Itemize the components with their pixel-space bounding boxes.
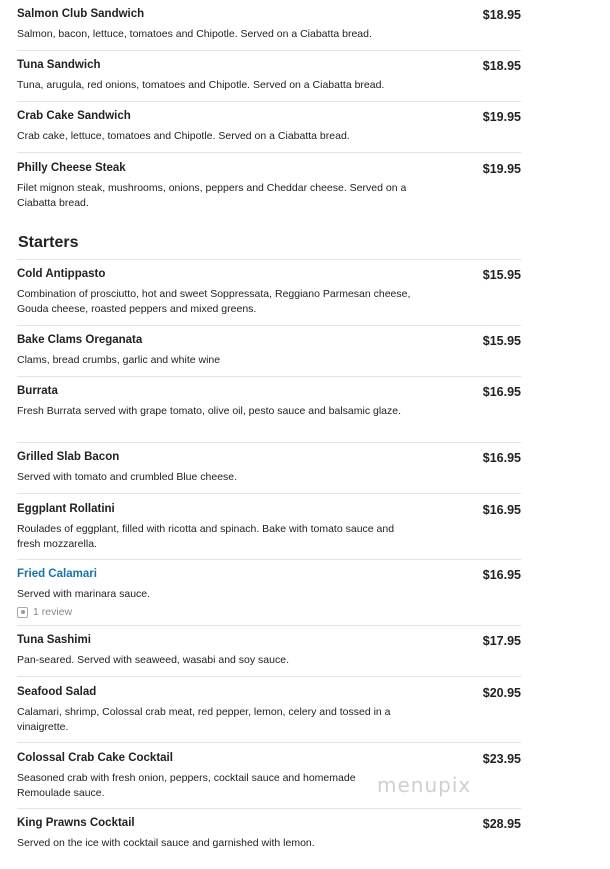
item-name: Colossal Crab Cake Cocktail (17, 752, 173, 764)
item-description: Served with tomato and crumbled Blue cheese. (17, 471, 238, 483)
item-name: Salmon Club Sandwich (17, 8, 145, 20)
review-count: 1 review (33, 606, 73, 618)
item-name: Bake Clams Oreganata (17, 334, 143, 346)
item-price: $16.95 (482, 568, 521, 582)
item-price: $15.95 (482, 334, 521, 348)
watermark-logo: menupix (377, 773, 472, 797)
divider (17, 676, 521, 677)
item-description: Filet mignon steak, mushrooms, onions, peppers and Cheddar cheese. Served on a Ciabatta bread. (17, 182, 407, 209)
item-name: Philly Cheese Steak (17, 162, 126, 174)
divider (17, 742, 521, 743)
item-name: Grilled Slab Bacon (17, 451, 120, 463)
divider (17, 50, 521, 51)
item-name: Tuna Sashimi (17, 634, 91, 646)
item-name: Eggplant Rollatini (17, 503, 115, 515)
item-description: Clams, bread crumbs, garlic and white wine (17, 354, 221, 366)
item-description: Combination of prosciutto, hot and sweet Soppressata, Reggiano Parmesan cheese, Gouda cheese, roasted peppers and mixed greens. (17, 288, 411, 315)
item-price: $19.95 (482, 110, 521, 124)
item-name: Tuna Sandwich (17, 59, 101, 71)
divider (17, 376, 521, 377)
item-name: Seafood Salad (17, 686, 97, 698)
item-description: Fresh Burrata served with grape tomato, olive oil, pesto sauce and balsamic glaze. (17, 405, 402, 417)
item-description: Pan-seared. Served with seaweed, wasabi and soy sauce. (17, 654, 289, 666)
review-icon (17, 607, 28, 618)
item-description: Seasoned crab with fresh onion, peppers, cocktail sauce and homemade Remoulade sauce. (17, 772, 356, 799)
divider (17, 259, 521, 260)
item-name-link[interactable]: Fried Calamari (17, 568, 97, 580)
item-name: Burrata (17, 385, 58, 397)
item-description: Crab cake, lettuce, tomatoes and Chipotle. Served on a Ciabatta bread. (17, 130, 350, 142)
item-price: $19.95 (482, 162, 521, 176)
divider (17, 152, 521, 153)
item-price: $18.95 (482, 8, 521, 22)
item-price: $16.95 (482, 451, 521, 465)
item-price: $18.95 (482, 59, 521, 73)
item-price: $15.95 (482, 268, 521, 282)
item-description: Served on the ice with cocktail sauce and garnished with lemon. (17, 837, 315, 849)
item-price: $17.95 (482, 634, 521, 648)
item-name: Crab Cake Sandwich (17, 110, 131, 122)
item-description: Tuna, arugula, red onions, tomatoes and Chipotle. Served on a Ciabatta bread. (17, 79, 385, 91)
item-name: Cold Antippasto (17, 268, 106, 280)
item-description: Salmon, bacon, lettuce, tomatoes and Chipotle. Served on a Ciabatta bread. (17, 28, 372, 40)
review-link[interactable] (17, 606, 72, 618)
item-description: Calamari, shrimp, Colossal crab meat, red pepper, lemon, celery and tossed in a vinaigrette. (17, 706, 391, 733)
item-name: King Prawns Cocktail (17, 817, 135, 829)
item-price: $20.95 (482, 686, 521, 700)
section-title-starters: Starters (18, 234, 79, 251)
item-price: $16.95 (482, 503, 521, 517)
divider (17, 808, 521, 809)
item-description: Roulades of eggplant, filled with ricotta and spinach. Bake with tomato sauce and fresh mozzarella. (17, 523, 395, 550)
divider (17, 559, 521, 560)
divider (17, 101, 521, 102)
divider (17, 325, 521, 326)
divider (17, 493, 521, 494)
divider (17, 625, 521, 626)
item-description: Served with marinara sauce. (17, 588, 151, 600)
divider (17, 442, 521, 443)
item-price: $16.95 (482, 385, 521, 399)
item-price: $23.95 (482, 752, 521, 766)
item-price: $28.95 (482, 817, 521, 831)
